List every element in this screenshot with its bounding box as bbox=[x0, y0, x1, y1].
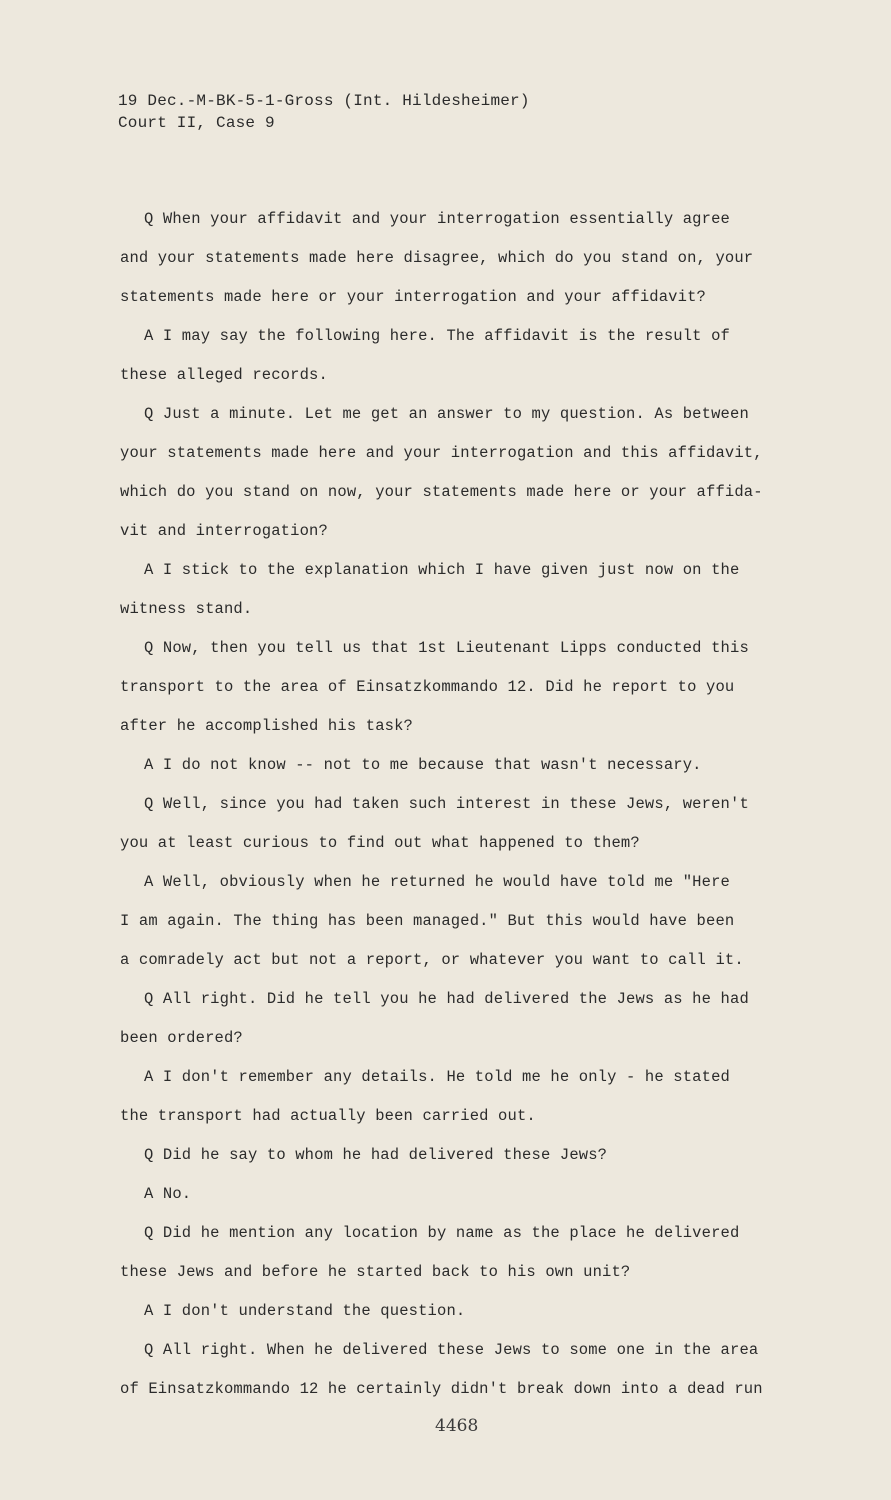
transcript-line: transport to the area of Einsatzkommando 12. Did he report to you bbox=[120, 678, 735, 696]
transcript-line: Q Did he say to whom he had delivered these Jews? bbox=[144, 1146, 608, 1164]
transcript-line: A I stick to the explanation which I have given just now on the bbox=[144, 561, 740, 579]
transcript-line: a comradely act but not a report, or whatever you want to call it. bbox=[120, 951, 744, 969]
transcript-line: Q All right. When he delivered these Jews to some one in the area bbox=[144, 1341, 759, 1359]
transcript-line: vit and interrogation? bbox=[120, 522, 328, 540]
transcript-line: Q All right. Did he tell you he had delivered the Jews as he had bbox=[144, 990, 749, 1008]
transcript-line: the transport had actually been carried out. bbox=[120, 1107, 536, 1125]
transcript-line: after he accomplished his task? bbox=[120, 717, 413, 735]
document-header bbox=[118, 90, 530, 134]
transcript-line: A I do not know -- not to me because that wasn't necessary. bbox=[144, 756, 702, 774]
transcript-line: Q Did he mention any location by name as the place he delivered bbox=[144, 1224, 740, 1242]
transcript-line: of Einsatzkommando 12 he certainly didn't break down into a dead run bbox=[120, 1380, 763, 1398]
transcript-line: and your statements made here disagree, which do you stand on, your bbox=[120, 249, 754, 267]
transcript-line: you at least curious to find out what happened to them? bbox=[120, 834, 640, 852]
transcript-line: statements made here or your interrogation and your affidavit? bbox=[120, 288, 706, 306]
transcript-line: A I don't understand the question. bbox=[144, 1302, 466, 1320]
transcript-line: these Jews and before he started back to his own unit? bbox=[120, 1263, 631, 1281]
header-line-1: 19 Dec.-M-BK-5-1-Gross (Int. Hildesheimer) bbox=[118, 92, 530, 110]
page-number: 4468 bbox=[435, 1416, 479, 1436]
transcript-line: Q When your affidavit and your interrogation essentially agree bbox=[144, 210, 730, 228]
transcript-line: A I may say the following here. The affidavit is the result of bbox=[144, 327, 730, 345]
transcript-line: I am again. The thing has been managed." But this would have been bbox=[120, 912, 735, 930]
transcript-line: witness stand. bbox=[120, 600, 253, 618]
transcript-line: these alleged records. bbox=[120, 366, 328, 384]
header-line-2: Court II, Case 9 bbox=[118, 114, 275, 132]
transcript-line: A I don't remember any details. He told me he only - he stated bbox=[144, 1068, 730, 1086]
transcript-line: your statements made here and your interrogation and this affidavit, bbox=[120, 444, 763, 462]
transcript-line: which do you stand on now, your statements made here or your affida- bbox=[120, 483, 763, 501]
transcript-line: Q Just a minute. Let me get an answer to my question. As between bbox=[144, 405, 749, 423]
transcript-line: been ordered? bbox=[120, 1029, 243, 1047]
transcript-line: A Well, obviously when he returned he would have told me "Here bbox=[144, 873, 730, 891]
transcript-body bbox=[120, 200, 800, 1409]
transcript-line: Q Well, since you had taken such interest in these Jews, weren't bbox=[144, 795, 749, 813]
transcript-line: A No. bbox=[144, 1185, 192, 1203]
transcript-line: Q Now, then you tell us that 1st Lieutenant Lipps conducted this bbox=[144, 639, 749, 657]
